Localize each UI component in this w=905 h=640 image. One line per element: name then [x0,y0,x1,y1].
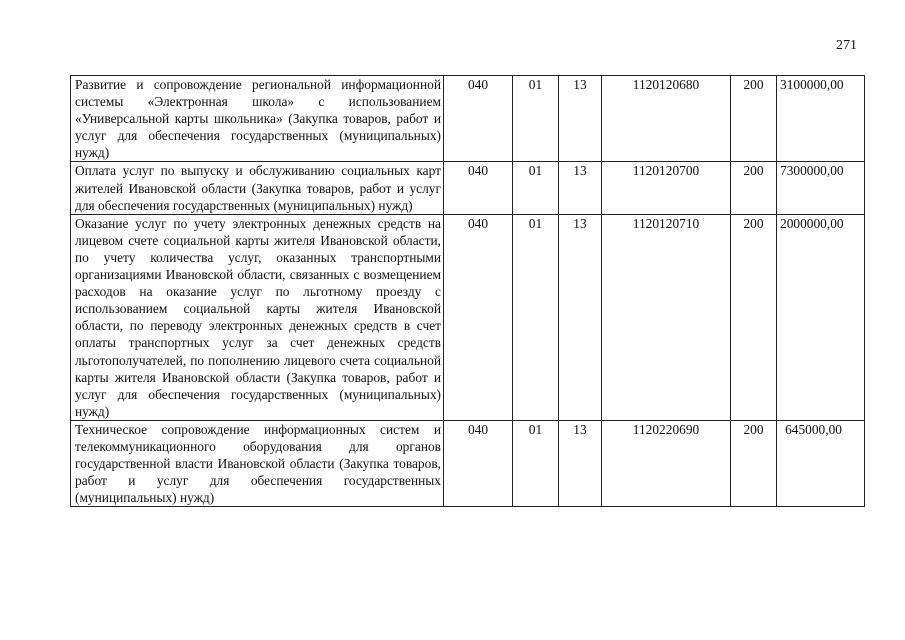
row-amount: 7300000,00 [777,162,865,214]
table-row [71,420,865,506]
row-code2: 01 [513,162,559,214]
row-description: Техническое сопровождение информационных систем и телекоммуникационного оборудования для органов государственной власти Ивановской области (Закупка товаров, работ и услуг для обеспечения государственных (муниципальных) нужд) [71,420,444,506]
row-expense-type: 200 [731,76,777,162]
row-target-article: 1120120710 [602,214,731,420]
row-code3: 13 [559,420,602,506]
row-code3: 13 [559,162,602,214]
row-code1: 040 [444,214,513,420]
row-description: Оказание услуг по учету электронных денежных средств на лицевом счете социальной карты жителя Ивановской области, по учету количества услуг, оказанных транспортными организациями Ивановской области, связанных с возмещением расходов на оказание услуг по льготному проезду с использованием социальной карты жителя Ивановской области, по переводу электронных денежных средств в счет оплаты транспортных услуг за счет денежных средств льготополучателей, по пополнению лицевого счета социальной карты жителя Ивановской области (Закупка товаров, работ и услуг для обеспечения государственных (муниципальных) нужд) [71,214,444,420]
row-description: Развитие и сопровождение региональной информационной системы «Электронная школа» с использованием «Универсальной карты школьника» (Закупка товаров, работ и услуг для обеспечения государственных (муниципальных) нужд) [71,76,444,162]
row-target-article: 1120220690 [602,420,731,506]
row-target-article: 1120120680 [602,76,731,162]
row-expense-type: 200 [731,214,777,420]
budget-table [70,75,865,507]
row-description: Оплата услуг по выпуску и обслуживанию социальных карт жителей Ивановской области (Закупка товаров, работ и услуг для обеспечения государственных (муниципальных) нужд) [71,162,444,214]
row-code3: 13 [559,76,602,162]
row-code2: 01 [513,420,559,506]
row-expense-type: 200 [731,162,777,214]
row-amount: 645000,00 [777,420,865,506]
row-target-article: 1120120700 [602,162,731,214]
row-code1: 040 [444,162,513,214]
row-code2: 01 [513,76,559,162]
row-code2: 01 [513,214,559,420]
row-code1: 040 [444,420,513,506]
table-row [71,214,865,420]
row-amount: 3100000,00 [777,76,865,162]
table-row [71,162,865,214]
row-amount: 2000000,00 [777,214,865,420]
row-code3: 13 [559,214,602,420]
row-expense-type: 200 [731,420,777,506]
table-row [71,76,865,162]
row-code1: 040 [444,76,513,162]
page-number: 271 [836,38,857,53]
